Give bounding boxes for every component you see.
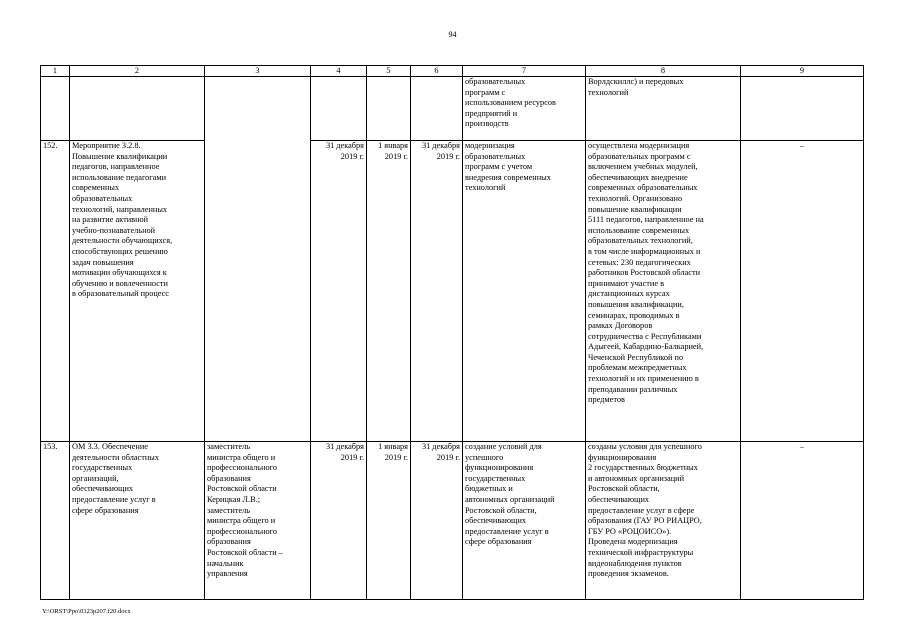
expected-result-cell: создание условий для успешного функционирования государственных бюджетных и автономных организаций Ростовской области, обеспечивающих предоставление услуг в сфере образования — [463, 442, 586, 600]
actual-end-date-cell: 31 декабря 2019 г. — [411, 141, 463, 442]
activity-name-cell: Мероприятие 3.2.8. Повышение квалификации педагогов, направленное использование педагогами современных образовательных технологий, направленных на развитие активной учебно-познавательной деятельности обучающихся, способствующих решению задач повышения мотивации обучающихся к обучению и вовлеченности в образовательный процесс — [70, 141, 205, 442]
plan-end-date-cell: 31 декабря 2019 г. — [311, 141, 367, 442]
column-number: 5 — [367, 66, 411, 77]
achieved-result-cell: созданы условия для успешного функционирования 2 государственных бюджетных и автономных организаций Ростовской области, обеспечивающих предоставление услуг в сфере образования (ГАУ РО РИАЦРО, ГБУ РО «РОЦОИСО»). Проведена модернизация технической инфраструктуры видеонаблюдения пунктов проведения экзаменов. — [586, 442, 741, 600]
column-number: 9 — [741, 66, 864, 77]
problems-cell — [741, 77, 864, 141]
table-row — [41, 442, 864, 600]
page-number: 94 — [448, 30, 457, 39]
row-number-cell — [41, 77, 70, 141]
column-number: 8 — [586, 66, 741, 77]
actual-end-date-cell: 31 декабря 2019 г. — [411, 442, 463, 600]
actual-start-date-cell: 1 января 2019 г. — [367, 141, 411, 442]
column-number: 6 — [411, 66, 463, 77]
activity-name-cell — [70, 77, 205, 141]
table-row — [41, 141, 864, 442]
achieved-result-cell: осуществлена модернизация образовательных программ с включением учебных модулей, обеспечивающих внедрение современных образовательных технологий. Организовано повышение квалификации 5111 педагогов, направленное на использование современных образовательных технологий, в том числе информационных и сетевых: 230 педагогических работников Ростовской области принимают участие в дистанционных курсах повышения квалификации, семинарах, проводимых в рамках Договоров сотрудничества с Республиками Адыгеей, Кабардино-Балкарией, Чеченской Республикой по проблемам межпредметных технологий и их применению в преподавании различных предметов — [586, 141, 741, 442]
report-table — [40, 65, 864, 600]
problems-cell: – — [741, 141, 864, 442]
expected-result-cell: модернизация образовательных программ с учетом внедрения современных технологий — [463, 141, 586, 442]
row-number-cell: 152. — [41, 141, 70, 442]
continuation-row — [41, 77, 864, 141]
responsible-cell — [205, 77, 311, 442]
actual-start-date-cell — [367, 77, 411, 141]
column-number: 7 — [463, 66, 586, 77]
responsible-cell: заместитель министра общего и профессионального образования Ростовской области Керицкая Л.В.; заместитель министра общего и профессионального образования Ростовской области – начальник управления — [205, 442, 311, 600]
expected-result-cell: образовательных программ с использованием ресурсов предприятий и производств — [463, 77, 586, 141]
activity-name-cell: ОМ 3.3. Обеспечение деятельности областных государственных организаций, обеспечивающих предоставление услуг в сфере образования — [70, 442, 205, 600]
plan-end-date-cell: 31 декабря 2019 г. — [311, 442, 367, 600]
document-file-path: Y:\ORST\Ppo\0323p207.f20.docx — [42, 608, 131, 615]
row-number-cell: 153. — [41, 442, 70, 600]
achieved-result-cell: Ворлдскиллс) и передовых технологий — [586, 77, 741, 141]
column-number: 1 — [41, 66, 70, 77]
problems-cell: – — [741, 442, 864, 600]
plan-end-date-cell — [311, 77, 367, 141]
column-number: 2 — [70, 66, 205, 77]
actual-start-date-cell: 1 января 2019 г. — [367, 442, 411, 600]
actual-end-date-cell — [411, 77, 463, 141]
column-number-header-row — [41, 66, 864, 77]
column-number: 3 — [205, 66, 311, 77]
column-number: 4 — [311, 66, 367, 77]
